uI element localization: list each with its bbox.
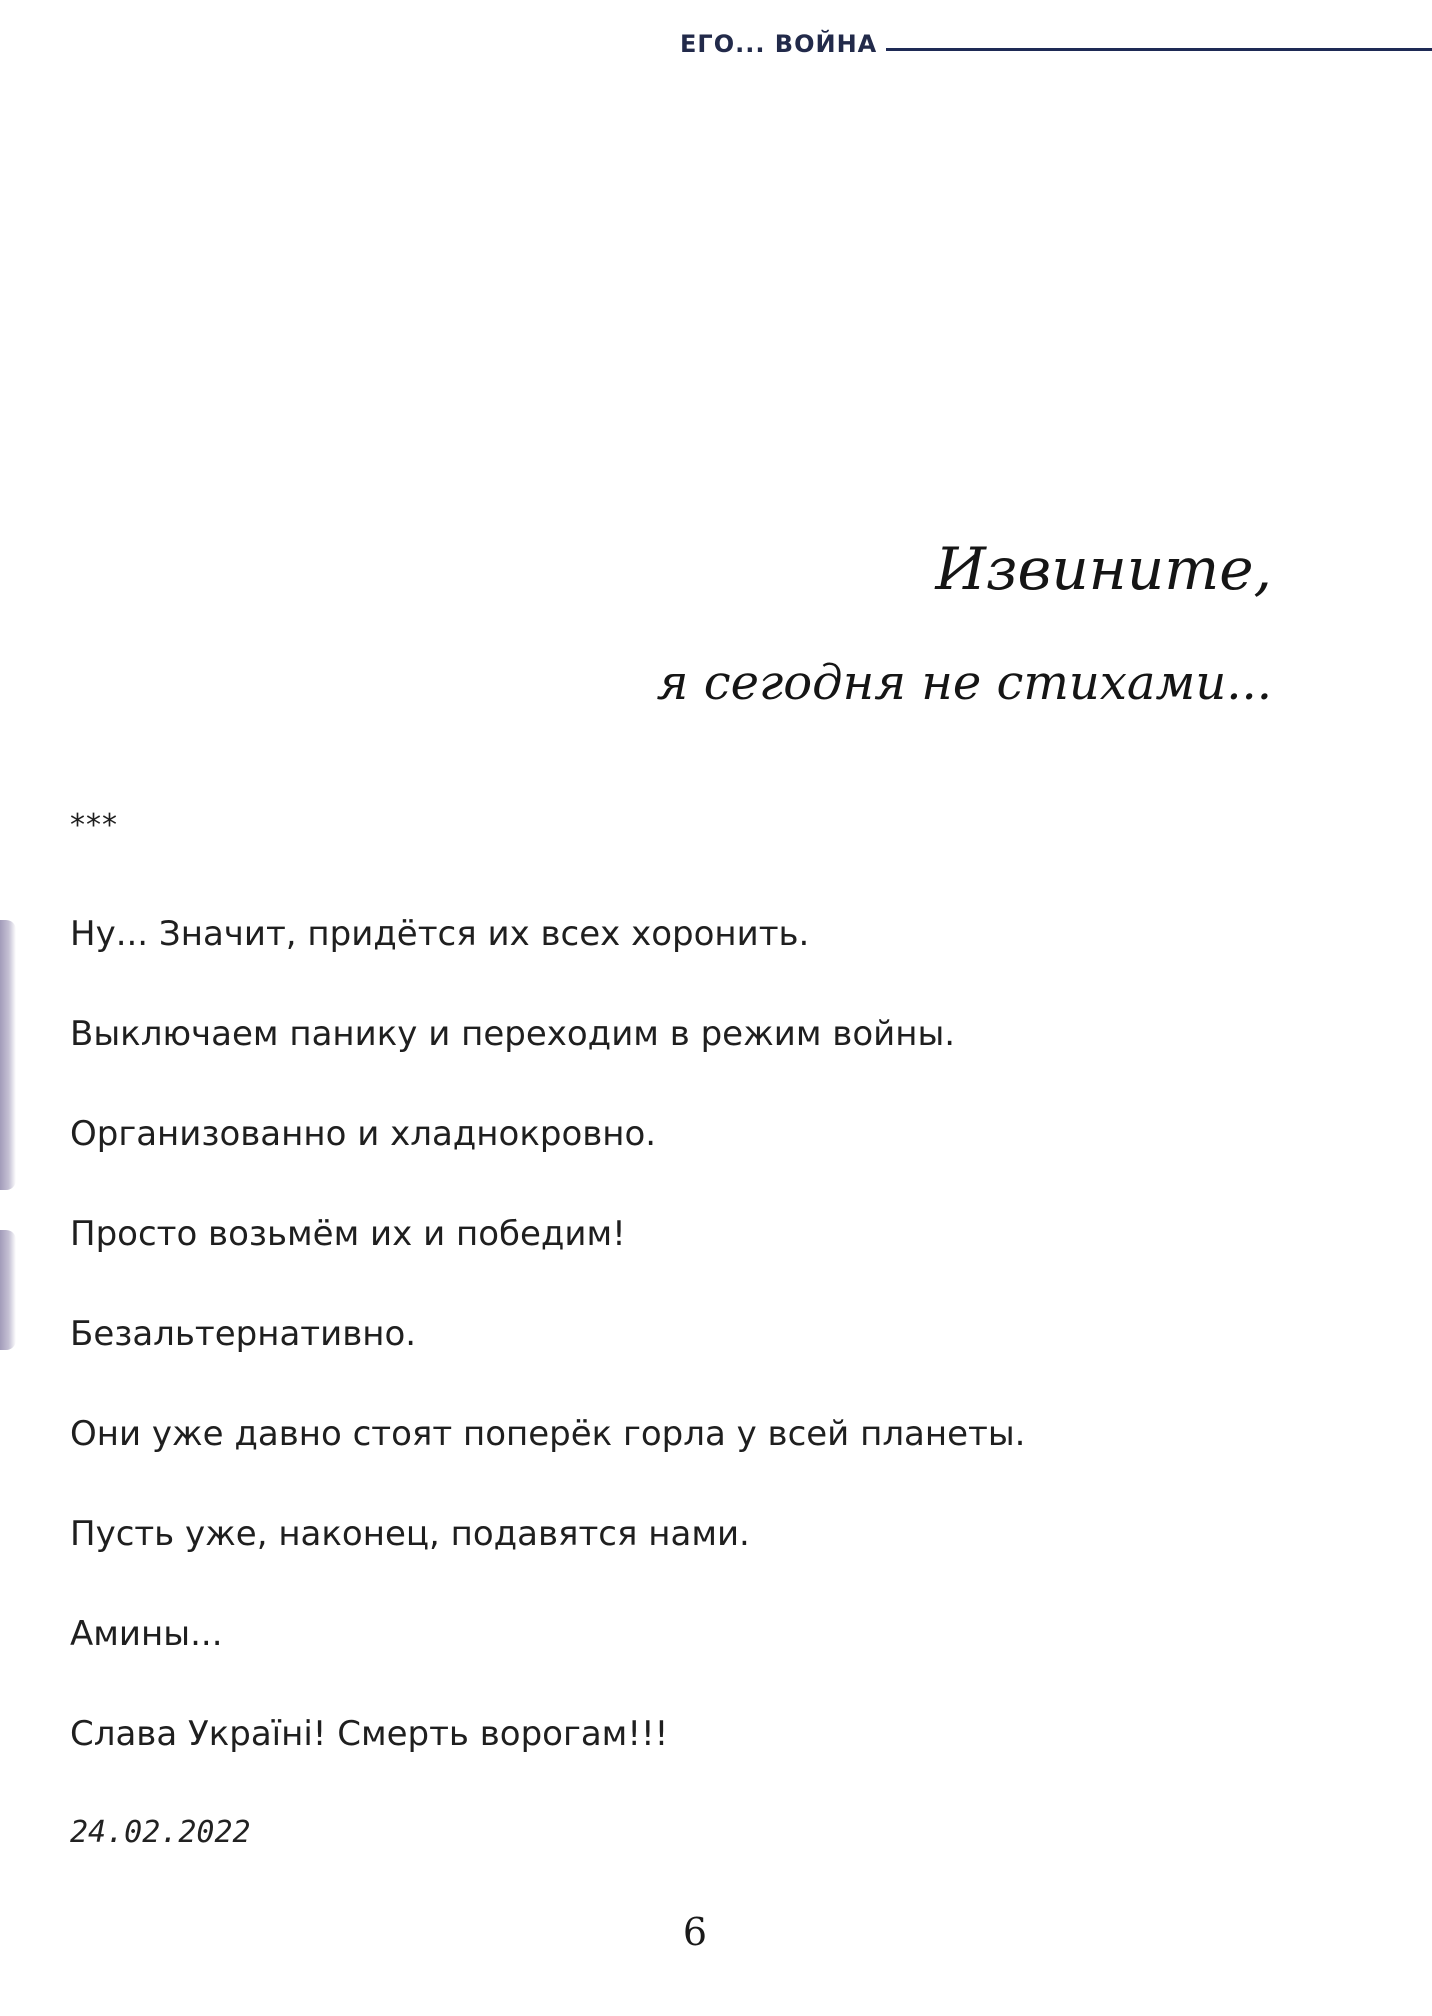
prose-line: Безальтернативно. [70, 1314, 417, 1354]
prose-line: Просто возьмём их и победим! [70, 1214, 626, 1254]
prose-line: Слава Україні! Смерть ворогам!!! [70, 1714, 669, 1754]
header-rule [886, 48, 1432, 51]
running-head-title: ЕГО... ВОЙНА [680, 30, 878, 58]
section-separator: *** [70, 808, 118, 843]
prose-line: Организованно и хладнокровно. [70, 1114, 657, 1154]
epigraph-line-2: я сегодня не стихами... [656, 655, 1272, 711]
epigraph-line-1: Извините, [935, 535, 1272, 603]
prose-line: Они уже давно стоят поперёк горла у всей планеты. [70, 1414, 1026, 1454]
prose-line: Ну... Значит, придётся их всех хоронить. [70, 914, 810, 954]
page-number: 6 [682, 1910, 708, 1954]
prose-line: Выключаем панику и переходим в режим войны. [70, 1014, 956, 1054]
prose-lines [70, 905, 1026, 1805]
prose-line: Пусть уже, наконец, подавятся нами. [70, 1514, 750, 1554]
prose-line: Амины... [70, 1614, 223, 1654]
page-edge-shadow [0, 1230, 16, 1350]
entry-date: 24.02.2022 [70, 1815, 251, 1850]
page-edge-shadow [0, 920, 16, 1190]
